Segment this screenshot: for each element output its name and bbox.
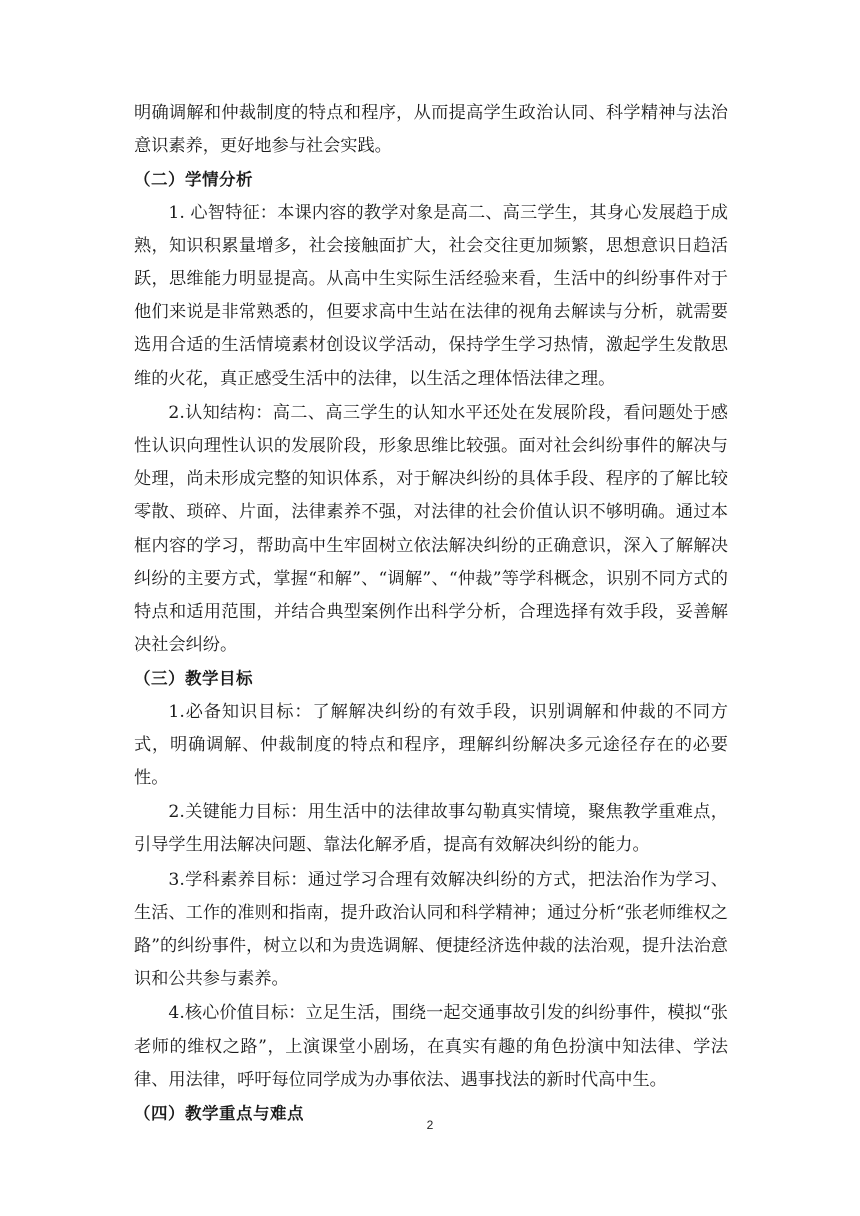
- paragraph-ability-goal: 2.关键能力目标：用生活中的法律故事勾勒真实情境，聚焦教学重难点，引导学生用法解决问题、靠法化解矛盾，提高有效解决纠纷的能力。: [134, 802, 728, 856]
- paragraph-mental-traits: 1. 心智特征：本课内容的教学对象是高二、高三学生，其身心发展趋于成熟，知识积累量增多，社会接触面扩大，社会交往更加频繁，思想意识日趋活跃，思维能力明显提高。从高中生实际生活经验来看，生活中的纠纷事件对于他们来说是非常熟悉的，但要求高中生站在法律的视角去解读与分析，就需要选用合适的生活情境素材创设议学活动，保持学生学习热情，激起学生发散思维的火花，真正感受生活中的法律，以生活之理体悟法律之理。: [134, 202, 728, 389]
- document-body: [134, 97, 728, 1130]
- paragraph-value-goal: 4.核心价值目标：立足生活，围绕一起交通事故引发的纠纷事件，模拟“张老师的维权之路”，上演课堂小剧场，在真实有趣的角色扮演中知法律、学法律、用法律，呼吁每位同学成为办事依法、遇事找法的新时代高中生。: [134, 1003, 728, 1090]
- paragraph-literacy-goal: 3.学科素养目标：通过学习合理有效解决纠纷的方式，把法治作为学习、生活、工作的准则和指南，提升政治认同和科学精神；通过分析“张老师维权之路”的纠纷事件，树立以和为贵选调解、便捷经济选仲裁的法治观，提升法治意识和公共参与素养。: [134, 869, 728, 990]
- paragraph-cognitive-structure: 2.认知结构：高二、高三学生的认知水平还处在发展阶段，看问题处于感性认识向理性认识的发展阶段，形象思维比较强。面对社会纠纷事件的解决与处理，尚未形成完整的知识体系，对于解决纠纷的具体手段、程序的了解比较零散、琐碎、片面，法律素养不强，对法律的社会价值认识不够明确。通过本框内容的学习，帮助高中生牢固树立依法解决纠纷的正确意识，深入了解解决纠纷的主要方式，掌握“和解”、“调解”、“仲裁”等学科概念，识别不同方式的特点和适用范围，并结合典型案例作出科学分析，合理选择有效手段，妥善解决社会纠纷。: [134, 402, 728, 656]
- paragraph-knowledge-goal: 1.必备知识目标：了解解决纠纷的有效手段，识别调解和仲裁的不同方式，明确调解、仲裁制度的特点和程序，理解纠纷解决多元途径存在的必要性。: [134, 701, 728, 789]
- section-heading: （二）学情分析: [134, 170, 253, 190]
- section-learner-analysis: [134, 163, 728, 662]
- section-teaching-goals: [134, 662, 728, 1097]
- section-heading: （四）教学重点与难点: [134, 1104, 304, 1124]
- section-heading: （三）教学目标: [134, 669, 253, 689]
- page-number: 2: [426, 1118, 434, 1132]
- intro-paragraph: 明确调解和仲裁制度的特点和程序，从而提高学生政治认同、科学精神与法治意识素养，更好地参与社会实践。: [134, 103, 728, 157]
